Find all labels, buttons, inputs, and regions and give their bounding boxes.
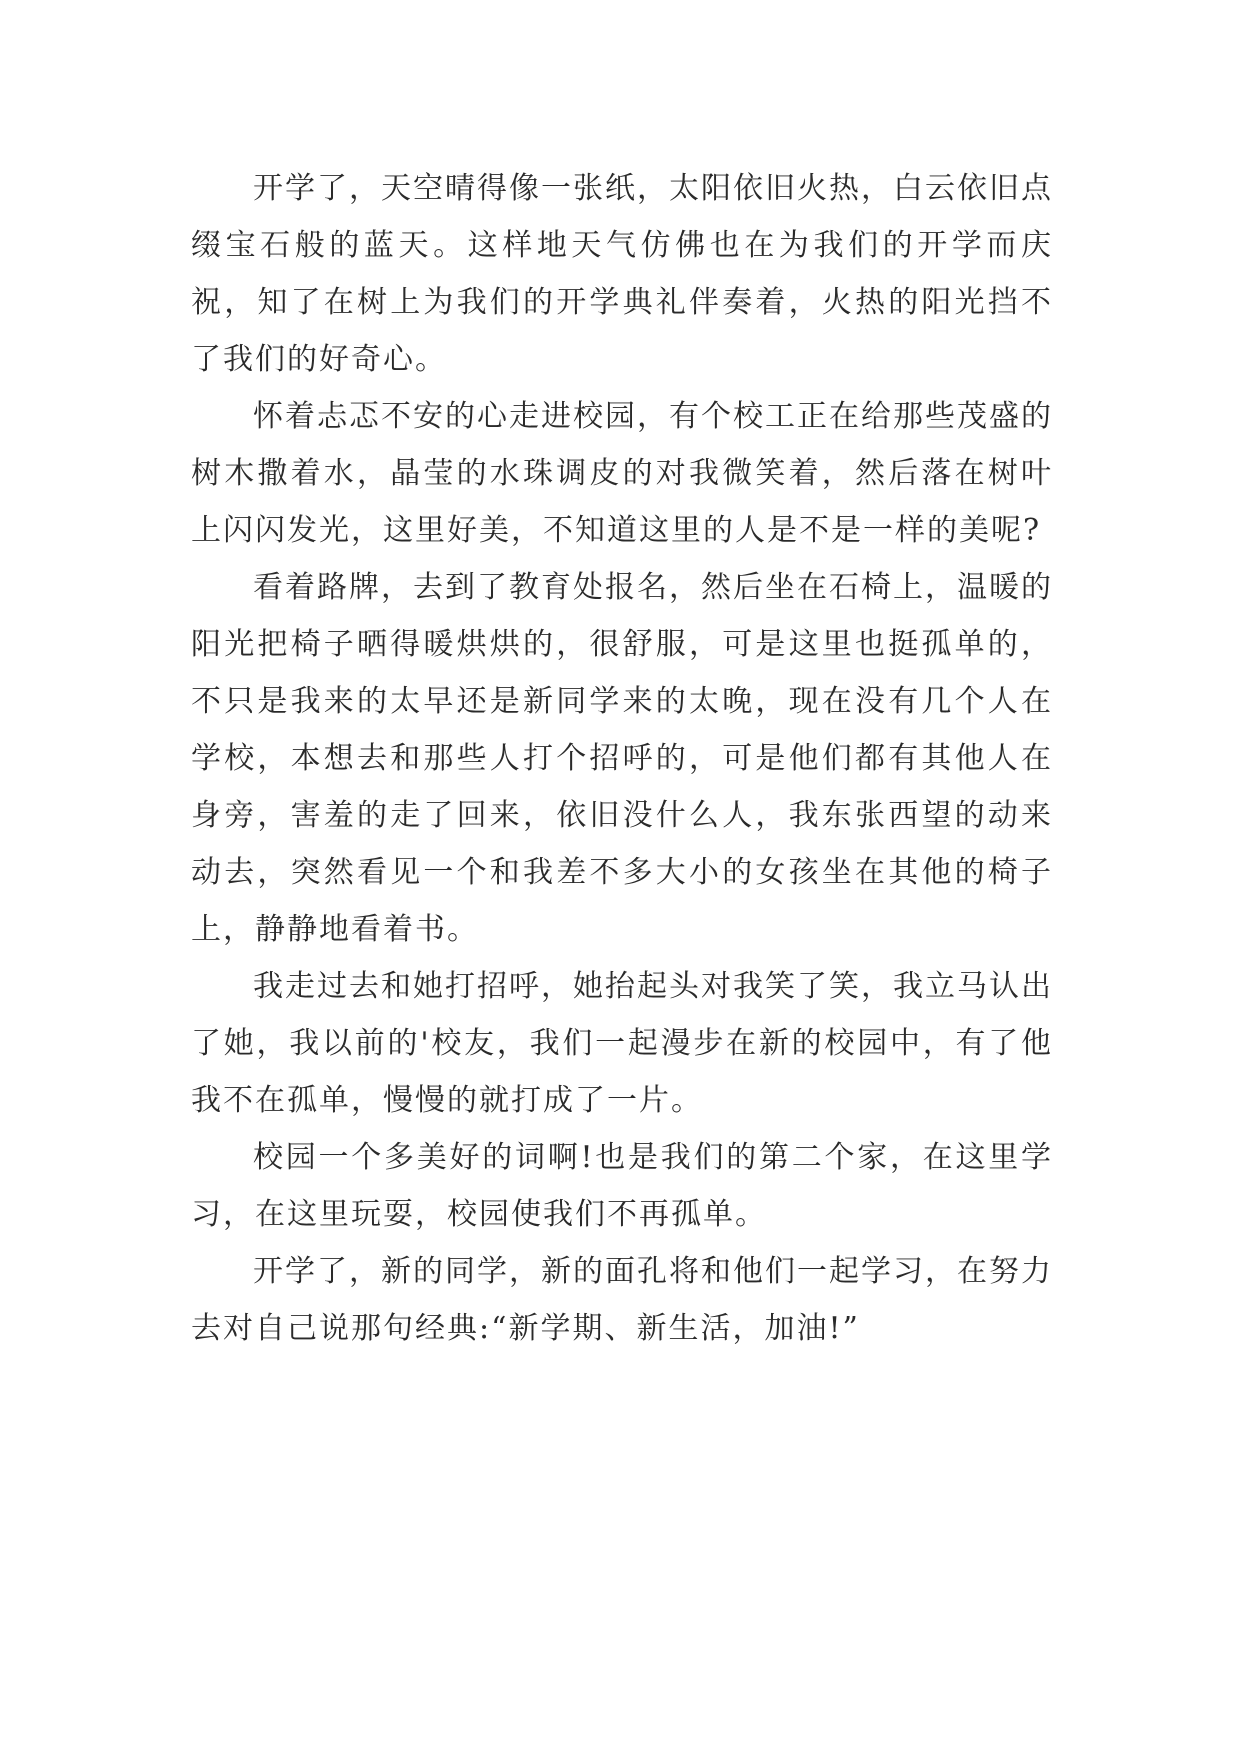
document-body [191, 160, 1053, 1357]
paragraph-4: 我走过去和她打招呼，她抬起头对我笑了笑，我立马认出了她，我以前的'校友，我们一起漫步在新的校园中，有了他我不在孤单，慢慢的就打成了一片。 [191, 969, 1053, 1118]
paragraph-2: 怀着忐忑不安的心走进校园，有个校工正在给那些茂盛的树木撒着水，晶莹的水珠调皮的对我微笑着，然后落在树叶上闪闪发光，这里好美，不知道这里的人是不是一样的美呢? [191, 399, 1053, 548]
paragraph-3: 看着路牌，去到了教育处报名，然后坐在石椅上，温暖的阳光把椅子晒得暖烘烘的，很舒服，可是这里也挺孤单的，不只是我来的太早还是新同学来的太晚，现在没有几个人在学校，本想去和那些人打个招呼的，可是他们都有其他人在身旁，害羞的走了回来，依旧没什么人，我东张西望的动来动去，突然看见一个和我差不多大小的女孩坐在其他的椅子上，静静地看着书。 [191, 570, 1053, 947]
paragraph-1: 开学了，天空晴得像一张纸，太阳依旧火热，白云依旧点缀宝石般的蓝天。这样地天气仿佛也在为我们的开学而庆祝，知了在树上为我们的开学典礼伴奏着，火热的阳光挡不了我们的好奇心。 [191, 171, 1053, 377]
paragraph-6: 开学了，新的同学，新的面孔将和他们一起学习，在努力去对自己说那句经典:“新学期、新生活，加油!” [191, 1254, 1053, 1346]
paragraph-5: 校园一个多美好的词啊!也是我们的第二个家，在这里学习，在这里玩耍，校园使我们不再孤单。 [191, 1140, 1053, 1232]
